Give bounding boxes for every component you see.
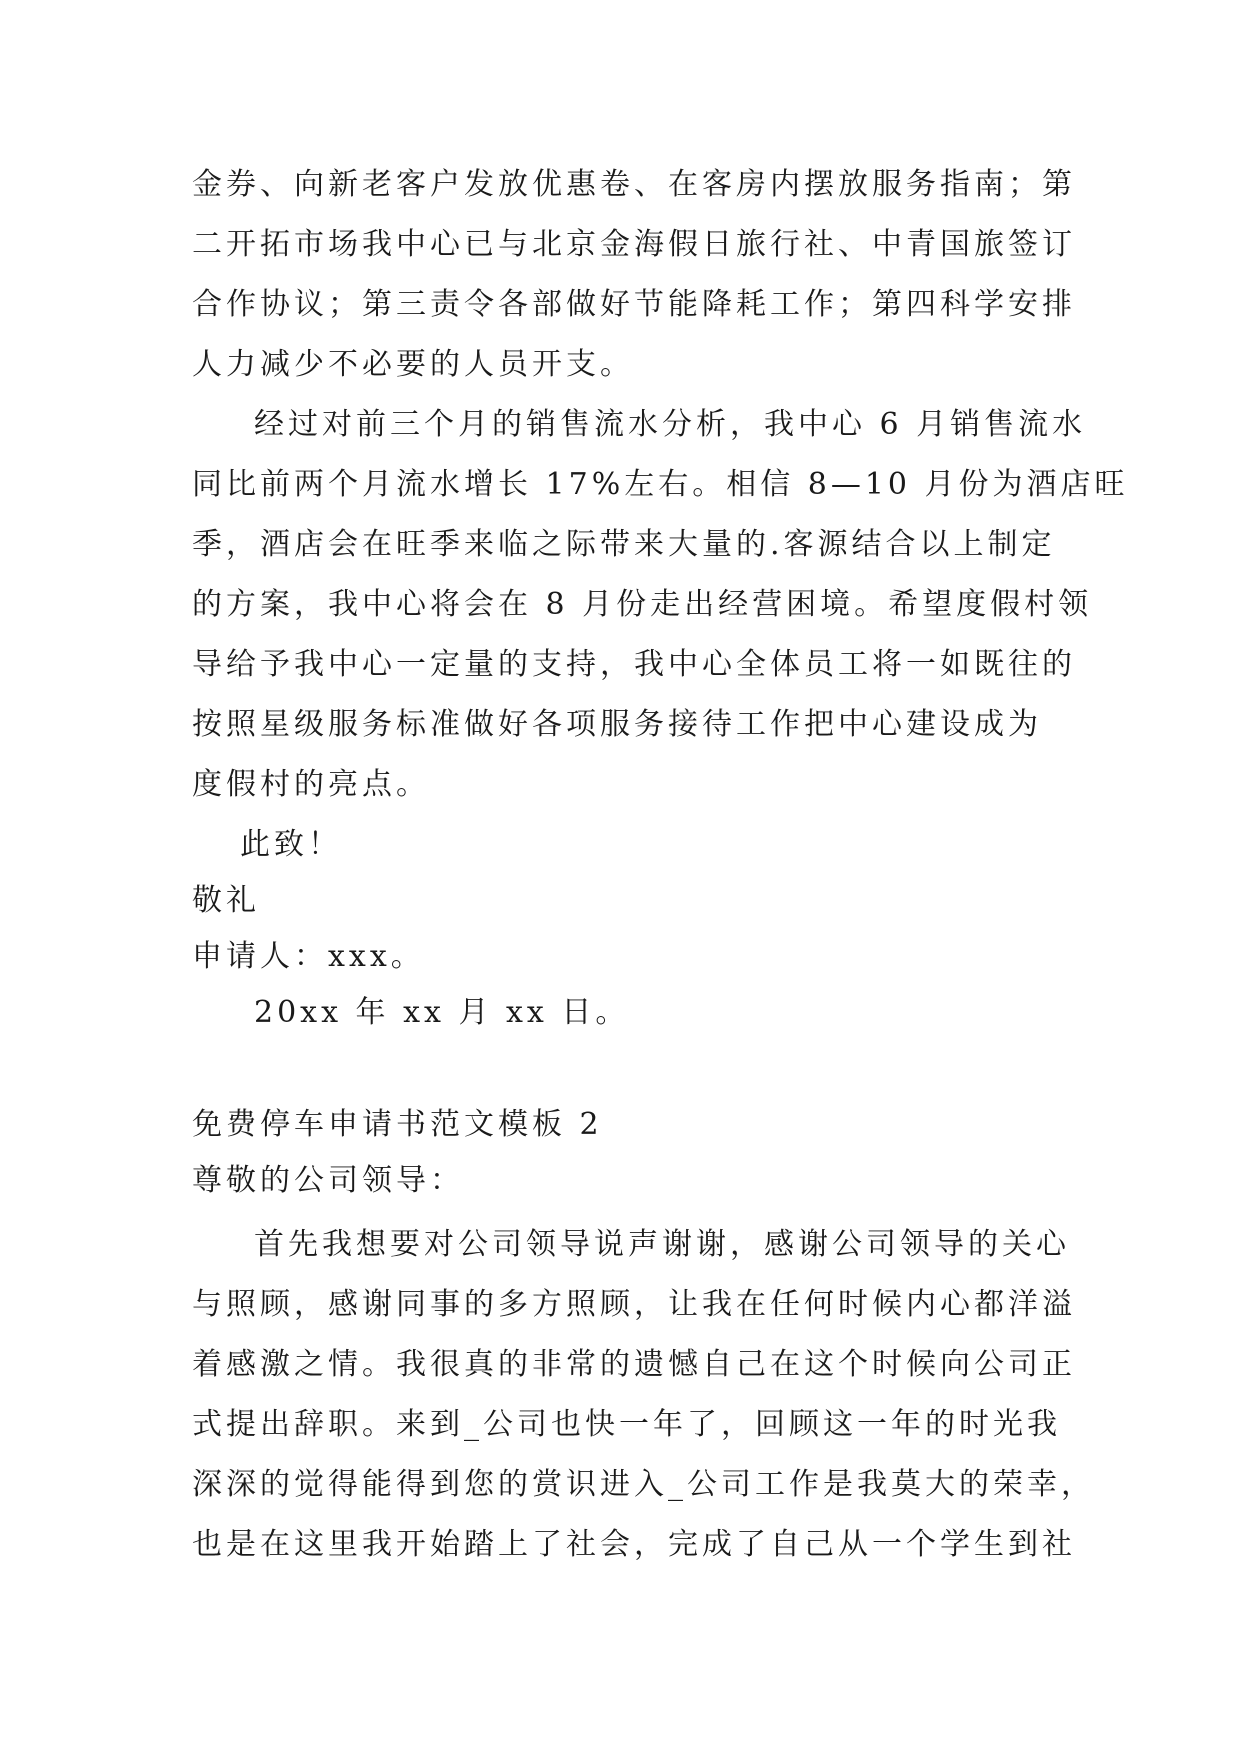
paragraph-1-line: 二开拓市场我中心已与北京金海假日旅行社、中青国旅签订 [192,227,1076,262]
applicant-line: 申请人：xxx。 [192,939,425,974]
section-2-line: 与照顾，感谢同事的多方照顾，让我在任何时候内心都洋溢 [192,1287,1076,1322]
greeting-line: 尊敬的公司领导： [192,1163,464,1198]
closing-regards: 敬礼 [192,883,260,918]
paragraph-1-line: 合作协议；第三责令各部做好节能降耗工作；第四科学安排 [192,287,1076,322]
section-2-line: 式提出辞职。来到_公司也快一年了，回顾这一年的时光我 [192,1407,1061,1442]
paragraph-2-line: 按照星级服务标准做好各项服务接待工作把中心建设成为 [192,707,1042,742]
paragraph-2-line: 经过对前三个月的销售流水分析，我中心 6 月销售流水 [254,407,1087,442]
section-2-line: 也是在这里我开始踏上了社会，完成了自己从一个学生到社 [192,1527,1076,1562]
section-2-line: 深深的觉得能得到您的赏识进入_公司工作是我莫大的荣幸， [192,1467,1095,1502]
paragraph-1-line: 人力减少不必要的人员开支。 [192,347,634,382]
paragraph-2-line: 度假村的亮点。 [192,767,430,802]
paragraph-1-line: 金券、向新老客户发放优惠卷、在客房内摆放服务指南；第 [192,167,1076,202]
section-2-line: 首先我想要对公司领导说声谢谢，感谢公司领导的关心 [254,1227,1070,1262]
paragraph-2-line: 的方案，我中心将会在 8 月份走出经营困境。希望度假村领 [192,587,1093,622]
closing-salutation: 此致！ [240,827,342,862]
paragraph-2-line: 导给予我中心一定量的支持，我中心全体员工将一如既往的 [192,647,1076,682]
date-line: 20xx 年 xx 月 xx 日。 [254,995,630,1030]
section-title: 免费停车申请书范文模板 2 [192,1107,603,1142]
paragraph-2-line: 同比前两个月流水增长 17%左右。相信 8—10 月份为酒店旺 [192,467,1129,502]
paragraph-2-line: 季，酒店会在旺季来临之际带来大量的.客源结合以上制定 [192,527,1056,562]
section-2-line: 着感激之情。我很真的非常的遗憾自己在这个时候向公司正 [192,1347,1076,1382]
